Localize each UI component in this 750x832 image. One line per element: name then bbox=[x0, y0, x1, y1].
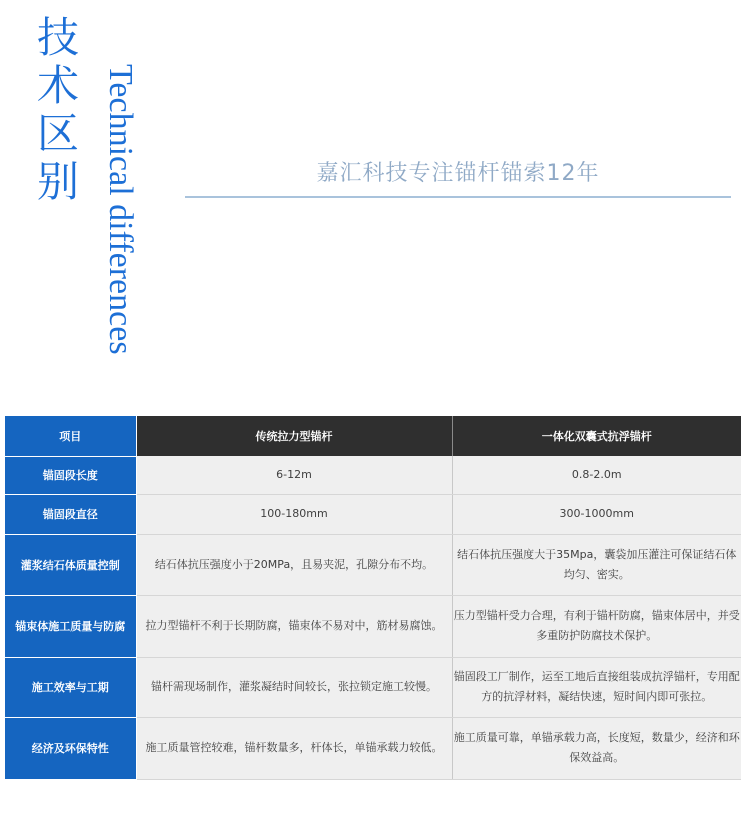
capsule-value: 压力型锚杆受力合理，有利于锚杆防腐，锚束体居中，并受多重防护防腐技术保护。 bbox=[452, 595, 741, 657]
traditional-value: 施工质量管控较难，锚杆数量多，杆体长，单锚承载力较低。 bbox=[136, 717, 452, 779]
traditional-value: 锚杆需现场制作，灌浆凝结时间较长，张拉锁定施工较慢。 bbox=[136, 657, 452, 717]
row-label: 锚固段直径 bbox=[5, 494, 136, 534]
capsule-value: 300-1000mm bbox=[452, 494, 741, 534]
capsule-value: 施工质量可靠，单锚承载力高，长度短，数量少，经济和环保效益高。 bbox=[452, 717, 741, 779]
row-label: 锚固段长度 bbox=[5, 456, 136, 494]
table-row bbox=[5, 595, 741, 657]
slogan-divider bbox=[185, 196, 731, 198]
table-header-row bbox=[5, 416, 741, 456]
capsule-value: 0.8-2.0m bbox=[452, 456, 741, 494]
traditional-value: 结石体抗压强度小于20MPa，且易夹泥，孔隙分布不均。 bbox=[136, 534, 452, 595]
traditional-value: 100-180mm bbox=[136, 494, 452, 534]
capsule-value: 结石体抗压强度大于35Mpa，囊袋加压灌注可保证结石体均匀、密实。 bbox=[452, 534, 741, 595]
page-title-english: Technical differences bbox=[102, 64, 139, 355]
row-label: 施工效率与工期 bbox=[5, 657, 136, 717]
row-label: 经济及环保特性 bbox=[5, 717, 136, 779]
traditional-value: 6-12m bbox=[136, 456, 452, 494]
table-row bbox=[5, 657, 741, 717]
table-row bbox=[5, 456, 741, 494]
capsule-value: 锚固段工厂制作，运至工地后直接组装成抗浮锚杆，专用配方的抗浮材料，凝结快速，短时间内即可张拉。 bbox=[452, 657, 741, 717]
header-item: 项目 bbox=[5, 416, 136, 456]
table-row bbox=[5, 494, 741, 534]
header-traditional-anchor: 传统拉力型锚杆 bbox=[136, 416, 452, 456]
slogan: 嘉汇科技专注锚杆锚索12年 bbox=[316, 161, 600, 186]
table-row bbox=[5, 717, 741, 779]
comparison-table bbox=[5, 416, 741, 780]
row-label: 锚束体施工质量与防腐 bbox=[5, 595, 136, 657]
header-double-capsule-anchor: 一体化双囊式抗浮锚杆 bbox=[452, 416, 741, 456]
page-title-chinese: 技术区别 bbox=[36, 13, 79, 206]
traditional-value: 拉力型锚杆不利于长期防腐，锚束体不易对中，筋材易腐蚀。 bbox=[136, 595, 452, 657]
row-label: 灌浆结石体质量控制 bbox=[5, 534, 136, 595]
table-row bbox=[5, 534, 741, 595]
